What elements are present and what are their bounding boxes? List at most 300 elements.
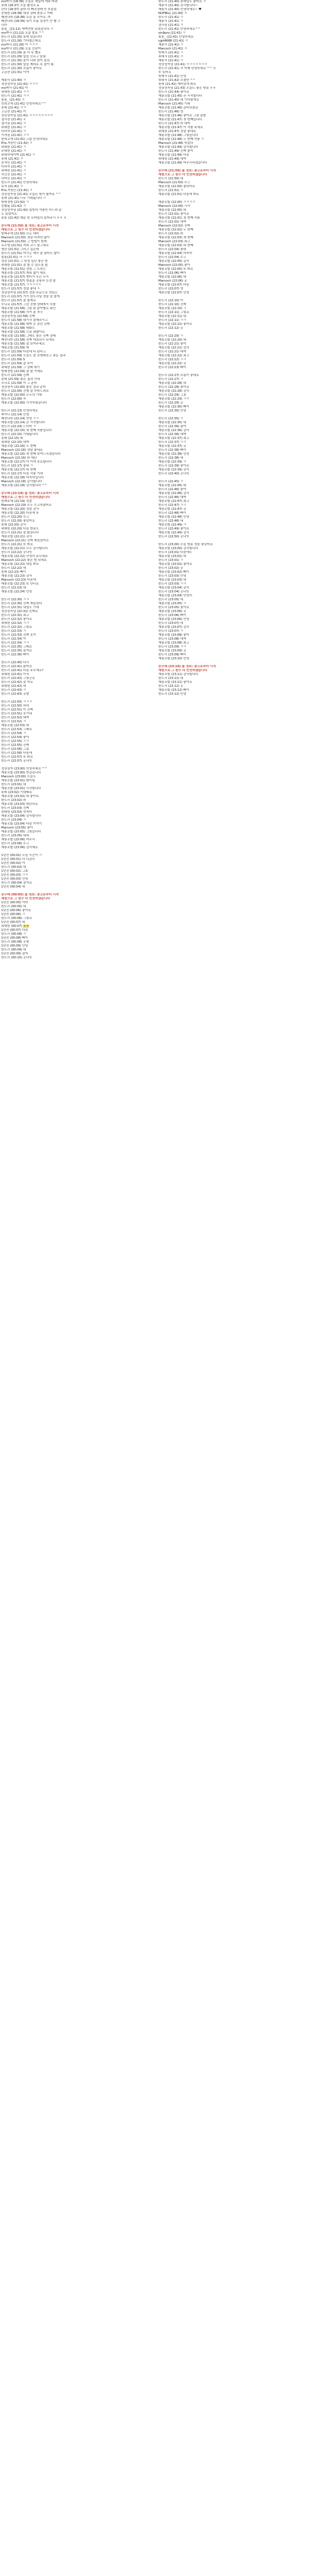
chat-message-text: 한도리 (22:38) 네 bbox=[158, 456, 184, 460]
chat-message-text: 재원으로 그 원수 다 안전하겠습니다 bbox=[1, 228, 50, 232]
chat-message bbox=[158, 342, 310, 346]
chat-message-text: 방해사 (21:41) 안녕 bbox=[158, 75, 186, 78]
chat-message bbox=[1, 370, 153, 374]
chat-message bbox=[1, 374, 153, 378]
chat-message bbox=[1, 759, 153, 763]
chat-message-text: 한도리 (23:03) ㅋㅋ bbox=[158, 582, 186, 586]
chat-message bbox=[1, 295, 153, 299]
chat-message bbox=[1, 689, 153, 692]
chat-message-text: 한도리 (21:29) 몸 다 못 뺐죠 bbox=[1, 51, 41, 55]
chat-message-text: 주대한 (21:41) ㅋ bbox=[1, 150, 26, 153]
chat-message-text: 재봉조합 (21:49) 감사합니다 bbox=[158, 146, 198, 149]
chat-message bbox=[158, 67, 310, 71]
chat-message-text: 패션나라 (21:58) 진짜 대표되시 되세요 bbox=[1, 338, 55, 342]
chat-message bbox=[158, 393, 310, 397]
chat-message-text: 한도리 (23:08) 대박 bbox=[158, 637, 186, 641]
chat-message-text: 한도리 (22:13) 안녕하세요 bbox=[1, 409, 38, 413]
chat-message-text: mo박사 (21:29) 오늘 등판이 bbox=[1, 47, 41, 51]
chat-message-text: 재봉조합 (21:58) 그럼 뭐 분야별로 확인 bbox=[1, 307, 56, 310]
chat-message bbox=[1, 563, 153, 567]
chat-message-text: 한도리 (22:35) ㅋ bbox=[158, 417, 184, 420]
chat-message bbox=[158, 311, 310, 315]
chat-message-text: 한도리 (00:08) 굿밤 bbox=[1, 940, 29, 944]
chat-message bbox=[1, 873, 153, 877]
chat-message-text: 한도리 (21:59) 다음에 다 된다고 bbox=[1, 350, 46, 354]
chat-message-text: 한도리 (23:01) ㅋ bbox=[158, 559, 184, 562]
chat-message-text: 한도리 (22:30) 진짜 재밌었다 bbox=[1, 602, 42, 605]
chat-message-text: sin9pro (21:41) ㅋ bbox=[158, 31, 186, 35]
chat-message-text: 재봉조합 (22:29) ㅋㅋ bbox=[158, 397, 189, 401]
chat-message bbox=[1, 90, 153, 94]
message-gap bbox=[158, 413, 310, 417]
chat-message bbox=[158, 586, 310, 590]
chat-message bbox=[1, 681, 153, 685]
chat-message-text: 결사장 (21:41) ㅋ bbox=[1, 122, 26, 125]
chat-message bbox=[1, 311, 153, 315]
chat-message-text: 1년전 (00:04) 네 bbox=[1, 885, 25, 889]
chat-message bbox=[1, 24, 153, 28]
chat-message bbox=[158, 551, 310, 555]
chat-message-text: 한도리 (21:51) 여기는 제가 잘 열어도 많이 bbox=[1, 252, 60, 255]
chat-message bbox=[1, 283, 153, 287]
chat-message-text: 재봉조합 (22:46) 감사 bbox=[158, 492, 189, 495]
chat-message bbox=[158, 409, 310, 413]
chat-message bbox=[158, 602, 310, 606]
chat-message-text: 한도리 (21:58) 대기사 잘해주시고 bbox=[1, 319, 48, 322]
highlighted-text: ㅎㅎ bbox=[23, 925, 29, 928]
chat-message-text: 위대한 (21:41) ㅋ bbox=[1, 169, 26, 173]
chat-message-text: 한도리 (23:11) 네 bbox=[158, 677, 184, 680]
chat-message bbox=[158, 633, 310, 637]
chat-message-text: 재봉조합 (22:01) 첫 번째 작품 bbox=[158, 216, 200, 220]
chat-message bbox=[158, 488, 310, 492]
chat-message bbox=[158, 248, 310, 252]
chat-message bbox=[1, 480, 153, 484]
chat-message-text: 니다 bbox=[1, 24, 7, 27]
chat-message bbox=[158, 606, 310, 610]
announcement-message bbox=[158, 173, 310, 177]
chat-message bbox=[158, 354, 310, 358]
chat-message-text: 한도리 (21:41) ㅋㅋ bbox=[1, 94, 29, 98]
chat-message-text: 한도리 (22:10) 진짜 bbox=[158, 303, 186, 306]
chat-message bbox=[158, 622, 310, 626]
chat-message bbox=[1, 244, 153, 248]
chat-message-text: 롯데 (23:02) 기대돼요 bbox=[1, 791, 32, 794]
chat-message-text: 한도리 (22:54) 좋아 bbox=[1, 736, 29, 739]
message-gap bbox=[158, 197, 310, 201]
chat-message-text: 1년전 (00:05) 아하 bbox=[1, 901, 28, 904]
chat-message-text: 재봉조합 (21:48) 그렇습니다 bbox=[158, 134, 198, 137]
chat-log-left-column bbox=[1, 0, 153, 2576]
chat-message bbox=[1, 59, 153, 63]
chat-message-text: 한도리 (22:17) 다음 작품 기대 bbox=[1, 472, 43, 476]
chat-message bbox=[1, 720, 153, 724]
announcement-message bbox=[1, 897, 153, 901]
chat-message-text: 한도리 (22:31) 최고 bbox=[1, 614, 29, 617]
chat-message bbox=[1, 830, 153, 834]
chat-message-text: 한도리 (22:29) 굿 bbox=[158, 401, 184, 405]
chat-message-text: 재봉조합 (22:20) 다음에 또 bbox=[1, 511, 39, 515]
chat-message-text: 롯데 (21:41) ㅋㅋ bbox=[1, 106, 26, 110]
chat-message bbox=[1, 751, 153, 755]
chat-message-text: 정상상자님 (21:58) 진짜 bbox=[1, 315, 35, 318]
chat-message-text: 재봉조합 (23:02) 네 좋아요 bbox=[1, 795, 39, 798]
chat-message-text: Marcoch (22:21) 진짜 재밌었어요 bbox=[1, 539, 49, 542]
chat-message-text: 모니로 (21:59) 아 그 준비 bbox=[1, 382, 37, 385]
chat-message bbox=[1, 870, 153, 873]
chat-message bbox=[1, 834, 153, 838]
chat-message bbox=[1, 476, 153, 480]
chat-message-text: 재봉조합 (21:57) 계획 없이 해요 bbox=[1, 271, 46, 275]
chat-message-text: 한도리 (23:02) 굿 bbox=[158, 567, 184, 570]
chat-message bbox=[1, 193, 153, 197]
chat-message bbox=[1, 811, 153, 814]
chat-message bbox=[1, 55, 153, 59]
chat-message bbox=[158, 256, 310, 260]
chat-message bbox=[1, 232, 153, 236]
chat-message bbox=[158, 271, 310, 275]
chat-message bbox=[158, 649, 310, 653]
chat-message bbox=[158, 386, 310, 390]
chat-message bbox=[158, 12, 310, 16]
chat-message bbox=[158, 39, 310, 43]
chat-message bbox=[1, 547, 153, 551]
chat-message bbox=[158, 437, 310, 441]
chat-message-text: 재봉조합 (22:18) 마지막입니다 bbox=[1, 476, 44, 479]
chat-message bbox=[1, 291, 153, 295]
chat-message-text: 한도리 (22:36) 좋아 bbox=[158, 425, 186, 428]
chat-message bbox=[158, 94, 310, 98]
chat-message bbox=[158, 578, 310, 582]
chat-message bbox=[158, 641, 310, 645]
chat-message-text: Marcoch (22:05) 좋아 bbox=[158, 264, 190, 267]
chat-message-text: 한도리 (21:57) 거기 한도리님 정말 잘 볼게 bbox=[1, 295, 60, 298]
chat-message bbox=[158, 582, 310, 586]
chat-message-text: 한도리 (00:02) 네 bbox=[1, 866, 26, 869]
chat-message-text: 한도리 (21:41) ㅋ bbox=[158, 16, 184, 19]
chat-message bbox=[158, 8, 310, 12]
chat-message bbox=[158, 87, 310, 90]
chat-message-text: 방해사 (21:41) ㅋ bbox=[158, 51, 184, 55]
chat-message-text: 한도리 (00:05) 네 bbox=[1, 905, 26, 908]
chat-message bbox=[1, 79, 153, 83]
chat-message-text: 한도리 (22:55) 진짜 bbox=[1, 744, 29, 747]
chat-message bbox=[1, 157, 153, 161]
chat-message-text: 재봉조합 (23:04) 감사 bbox=[158, 586, 189, 590]
chat-message bbox=[158, 216, 310, 220]
chat-message-text: 한도리 (00:10) 굿나잇 bbox=[1, 956, 32, 959]
chat-message-text: 유수엘 (21:51) 저희 코스 말그대로 bbox=[1, 244, 49, 247]
chat-message bbox=[1, 212, 153, 216]
chat-message bbox=[158, 417, 310, 421]
chat-message-text: 한도리 (22:36) 대박 bbox=[158, 433, 186, 436]
chat-message bbox=[1, 279, 153, 283]
chat-message-text: 롯데 (21:59) 좋은 결과 기대 bbox=[1, 378, 40, 381]
chat-message bbox=[158, 90, 310, 94]
chat-message-text: 1년전 (00:06) ㅋ bbox=[1, 913, 25, 916]
chat-message bbox=[158, 130, 310, 134]
chat-message bbox=[158, 118, 310, 122]
chat-message-text: 한도리 (22:37) ㅋㅋ bbox=[158, 441, 186, 444]
chat-message-text: 한도리 (22:22) ㅋㅋ bbox=[158, 358, 186, 361]
chat-message-text: 위대한 (00:07) bbox=[1, 925, 24, 928]
chat-message bbox=[1, 165, 153, 169]
chat-message bbox=[1, 83, 153, 87]
chat-message-text: 1년전 (00:06) 좋아요 bbox=[1, 909, 31, 912]
chat-message bbox=[1, 201, 153, 205]
chat-message-text: 재봉조합 (23:03) 네 bbox=[158, 578, 186, 582]
chat-message-text: 한도리 (22:32) 좋아요 bbox=[1, 618, 32, 621]
chat-message-text: 한도리 (22:15) 기대됩니다 bbox=[1, 433, 38, 436]
chat-message bbox=[158, 358, 310, 362]
chat-message bbox=[1, 775, 153, 779]
chat-message-text: 한도리 (22:28) 좋아요 bbox=[158, 386, 189, 389]
chat-message-text: 재봉조합 (23:06) 감사해요 bbox=[1, 846, 38, 849]
chat-message-text: 한도리 (22:22) 굿나잇 bbox=[1, 551, 32, 554]
chat-message bbox=[1, 586, 153, 590]
chat-message-text: 재봉조합 (22:45) 네 bbox=[158, 484, 186, 487]
chat-message-text: 한도리 (00:04) 잘자요 bbox=[1, 881, 32, 885]
chat-message bbox=[1, 0, 153, 4]
chat-message-text: 재봉조합 (22:18) 감사합니다 ^^ bbox=[1, 484, 47, 487]
chat-message bbox=[158, 567, 310, 571]
chat-message bbox=[1, 940, 153, 944]
chat-message-text: 위대사 (21:41) ㅋ bbox=[158, 55, 184, 58]
chat-message bbox=[158, 106, 310, 110]
chat-message-text: 재봉조합 (22:39) ㅋ bbox=[158, 460, 186, 464]
chat-message bbox=[158, 212, 310, 216]
chat-message bbox=[1, 508, 153, 511]
chat-message bbox=[1, 504, 153, 508]
chat-message bbox=[158, 456, 310, 460]
chat-message bbox=[1, 626, 153, 630]
chat-message-text: 재봉조합 (21:58) 잘 보여주세요 bbox=[1, 342, 45, 346]
chat-message-text: 재봉사 (21:40) 감사합니다~ bbox=[158, 4, 198, 7]
chat-message bbox=[158, 429, 310, 433]
chat-message-text: 재봉조합 (22:17) 네 번째 bbox=[1, 468, 36, 472]
chat-message bbox=[158, 181, 310, 185]
chat-message-text: 재봉조합 (22:47) 최고 bbox=[158, 500, 189, 503]
chat-message bbox=[158, 299, 310, 303]
chat-message-text: 나마신 (21:41) ㅋ bbox=[1, 177, 26, 180]
chat-message-text: 방해정방 (21:42) ㅋ bbox=[1, 201, 29, 204]
chat-message-text: Marcoch (22:19) 모두 수고하셨어요 bbox=[1, 504, 52, 507]
chat-message bbox=[158, 47, 310, 51]
chat-message-text: Marcoch (21:48) 멋있다 bbox=[158, 142, 193, 145]
chat-message bbox=[158, 63, 310, 67]
chat-message bbox=[1, 700, 153, 704]
chat-message-text: 한도리 (22:07) 넹 bbox=[158, 287, 184, 291]
chat-message-text: Marcoch (22:06) 굿 bbox=[158, 279, 187, 283]
chat-message bbox=[158, 692, 310, 696]
chat-message bbox=[158, 610, 310, 614]
chat-message-text: 한도리 (00:06) 그렇죠 bbox=[1, 917, 32, 920]
chat-message bbox=[1, 602, 153, 606]
chat-message-text: 재봉조합 (21:58) 대박 등 관련 진짜 bbox=[1, 323, 50, 326]
chat-message bbox=[1, 8, 153, 12]
chat-message bbox=[1, 755, 153, 759]
chat-message bbox=[158, 220, 310, 224]
chat-message-text: 한도리 (22:02) 와 bbox=[158, 232, 184, 236]
chat-message bbox=[158, 449, 310, 452]
chat-message bbox=[158, 307, 310, 311]
chat-message-text: 한도리 (23:05) 좋아요 bbox=[158, 606, 189, 609]
chat-message-text: 한도리 (22:10) 아 bbox=[158, 299, 184, 302]
chat-message bbox=[1, 818, 153, 822]
chat-message-text: 재봉조합 (21:49) 다음 bbox=[158, 153, 189, 157]
message-gap bbox=[1, 488, 153, 492]
chat-message-text: 한도리 (22:38) 빠이 bbox=[158, 449, 186, 452]
chat-message bbox=[1, 944, 153, 948]
chat-message-text: 한도리 (23:07) ㅋ bbox=[158, 630, 184, 633]
chat-message bbox=[158, 51, 310, 55]
chat-message-text: 재봉조합 (23:05) ㅋ bbox=[158, 602, 186, 605]
chat-message bbox=[158, 236, 310, 240]
chat-message bbox=[1, 574, 153, 578]
chat-message-text: NUFBILL (21:40) ㅋ bbox=[158, 12, 187, 15]
chat-message bbox=[1, 236, 153, 240]
chat-message-text: 재봉조합 (23:09) 굿 bbox=[158, 649, 186, 653]
announcement-message bbox=[1, 893, 153, 897]
chat-message-text: 한도리 (21:30) 앞을 제대로 못 잡아 봄 bbox=[1, 63, 54, 66]
chat-message bbox=[158, 366, 310, 370]
chat-message bbox=[158, 653, 310, 657]
chat-message bbox=[1, 637, 153, 641]
chat-message bbox=[1, 441, 153, 445]
chat-message-text: 재봉조합 (21:51) 정말 그 도하는 bbox=[1, 268, 46, 271]
chat-message-text: 한도리 (22:20) ㅋ bbox=[158, 334, 184, 338]
chat-message-text: 정상상자님 (21:41) 오늘은 뭔가 될까요 ^^ bbox=[1, 193, 61, 196]
chat-message-text: Marcoch (22:18) 감사합니다 bbox=[1, 480, 42, 483]
chat-message bbox=[1, 173, 153, 177]
chat-message bbox=[1, 571, 153, 574]
chat-message-text: 한도리 (22:32) 그렇죠 bbox=[1, 626, 32, 629]
chat-message-text: 한도리 (22:39) 좋아요 bbox=[158, 464, 189, 468]
chat-message-text: Marcoch (21:45) 기대 bbox=[158, 102, 190, 106]
chat-message-text: 한도리 (22:42) 그렇군요 bbox=[1, 677, 35, 680]
chat-message-text: 재봉조합 (21:46) 좋아요 그럼 출발 bbox=[158, 114, 206, 117]
chat-message-text: 재봉조합 (23:06) 안녕 bbox=[158, 618, 189, 621]
chat-message-text: 통통_ (21:41) ㅋ bbox=[1, 98, 25, 102]
chat-message-text: 재봉조합 (23:04) 다음 이야기 bbox=[1, 822, 42, 826]
chat-message bbox=[158, 110, 310, 114]
chat-message bbox=[1, 740, 153, 744]
chat-message-text: 중대한 (18:38) 대장 상태 좋았고 거래 bbox=[1, 12, 53, 15]
chat-message bbox=[158, 511, 310, 515]
chat-message bbox=[1, 102, 153, 106]
announcement-message bbox=[158, 665, 310, 669]
chat-message bbox=[1, 814, 153, 818]
chat-message-text: 재봉조합 (23:07) 감사 bbox=[158, 626, 189, 629]
chat-message-text: 한도리 (22:53) 그래요 bbox=[1, 728, 32, 731]
chat-message bbox=[158, 279, 310, 283]
chat-message-text: 재봉조합 (22:37) 굿 bbox=[158, 445, 186, 448]
chat-message bbox=[1, 445, 153, 449]
chat-message bbox=[1, 645, 153, 649]
chat-message-text: 재봉조합 (23:00) 감사합니다 bbox=[158, 547, 198, 550]
chat-message-text: 재봉조합 (21:47) 첫 번째입니다 bbox=[158, 118, 202, 121]
chat-message-text: 한도리 (22:11) ㅋㅋ bbox=[158, 319, 186, 322]
chat-message-text: 재봉조합 (23:01) 시작합니다 bbox=[1, 787, 41, 790]
chat-message bbox=[1, 559, 153, 563]
chat-message bbox=[158, 327, 310, 331]
chat-message bbox=[1, 948, 153, 952]
chat-message-text: 한도리 (21:51) ㅋ bbox=[158, 189, 184, 192]
chat-message-text: 재원으로 그 원수 다 안전하겠습니다 bbox=[158, 669, 207, 672]
chat-message bbox=[158, 161, 310, 165]
chat-message-text: 정장 (21:51) 그 원정 일단 좋은 방 bbox=[1, 260, 48, 263]
chat-message-text: 재봉사 (21:40) 안녕하세요~ ♥ bbox=[158, 8, 202, 11]
chat-message bbox=[1, 39, 153, 43]
chat-message bbox=[1, 854, 153, 858]
chat-message bbox=[158, 571, 310, 574]
chat-message-text: 패션나라 (22:14) 안녕 ㅋㅋ bbox=[1, 417, 39, 420]
chat-message-text: 한도리 (21:40) 롯데님도 왔어요 ㅋ bbox=[158, 0, 206, 3]
chat-message bbox=[1, 673, 153, 677]
chat-message-text: 재봉조합 (21:47) 이 작품 보세요 bbox=[158, 126, 203, 129]
chat-message-text: 한도리 (22:34) ㅋㅋ bbox=[1, 641, 29, 645]
chat-message bbox=[1, 94, 153, 98]
chat-message bbox=[1, 464, 153, 468]
chat-message bbox=[1, 692, 153, 696]
chat-message-text: 한도리 (21:26) 기다렸는데요 bbox=[1, 39, 41, 43]
chat-message bbox=[1, 401, 153, 405]
chat-message bbox=[158, 134, 310, 138]
chat-message-text: 재봉조합 (23:12) 빠이 bbox=[158, 689, 189, 692]
chat-message bbox=[1, 630, 153, 633]
chat-message bbox=[1, 736, 153, 740]
message-gap bbox=[158, 370, 310, 374]
chat-message bbox=[158, 543, 310, 547]
chat-message-text: 한도리 (22:00) 진행 잘 부탁드려요 bbox=[1, 390, 49, 393]
chat-message-text: 1년전 (00:03) ㅋㅋ bbox=[1, 873, 28, 877]
chat-message bbox=[158, 346, 310, 350]
chat-message-text: 재봉조합 (23:10) 안녕 bbox=[158, 657, 189, 660]
chat-message bbox=[1, 795, 153, 799]
chat-message bbox=[1, 378, 153, 382]
chat-message bbox=[158, 405, 310, 409]
chat-message-text: 한도리 (22:17) 좋네 ㅋ bbox=[1, 464, 33, 468]
chat-message-text: 재봉조합 (22:03) 네 번째 bbox=[158, 244, 193, 247]
chat-message-text: 한도리 (22:33) 진짜 웃겨 bbox=[1, 633, 36, 637]
chat-message-text: 재봉조합 (22:24) 안녕 bbox=[1, 590, 32, 594]
chat-message bbox=[158, 319, 310, 323]
chat-message bbox=[158, 685, 310, 689]
message-gap bbox=[1, 220, 153, 224]
chat-message-text: 통통조합 (21:57) 엔터가 무슨 무시 bbox=[1, 275, 49, 279]
chat-message-text: 친희코게 (21:41) 안녕하세요^^ bbox=[1, 102, 47, 106]
chat-message-text: 난다 (18:37) 올라 다 빠진상태 안 부분있 bbox=[1, 8, 57, 11]
chat-message bbox=[1, 807, 153, 811]
chat-message-text: 한도리 (23:03) 진짜 bbox=[1, 807, 29, 810]
chat-message-text: 위대한 (22:32) ㅋㅋ bbox=[1, 622, 29, 625]
chat-message bbox=[1, 299, 153, 303]
chat-message bbox=[1, 511, 153, 515]
chat-message-text: 한도리 (23:00) 오늘 방송 정말 좋았어요 bbox=[158, 543, 213, 546]
chat-message bbox=[1, 909, 153, 913]
chat-message-text: 정상상자님 (21:41) ㅋㅋㅋ bbox=[1, 83, 38, 86]
chat-message-text: 노 있었어요 bbox=[1, 212, 17, 216]
chat-message-text: 재봉조합 (22:49) 감사 bbox=[158, 531, 189, 535]
chat-message bbox=[1, 578, 153, 582]
chat-message-text: 재봉조합 (22:00) 시작하겠습니다 bbox=[1, 401, 47, 405]
chat-message-text: 한도리 (00:08) ㅋ bbox=[1, 932, 26, 936]
chat-message-text: 한도리 (21:30) 흥이 나와 앉아 올린 bbox=[1, 59, 50, 62]
chat-message-text: 위대한 (21:41) ㅋ bbox=[1, 146, 26, 149]
chat-message bbox=[1, 653, 153, 657]
message-gap bbox=[1, 696, 153, 700]
chat-message bbox=[1, 303, 153, 307]
